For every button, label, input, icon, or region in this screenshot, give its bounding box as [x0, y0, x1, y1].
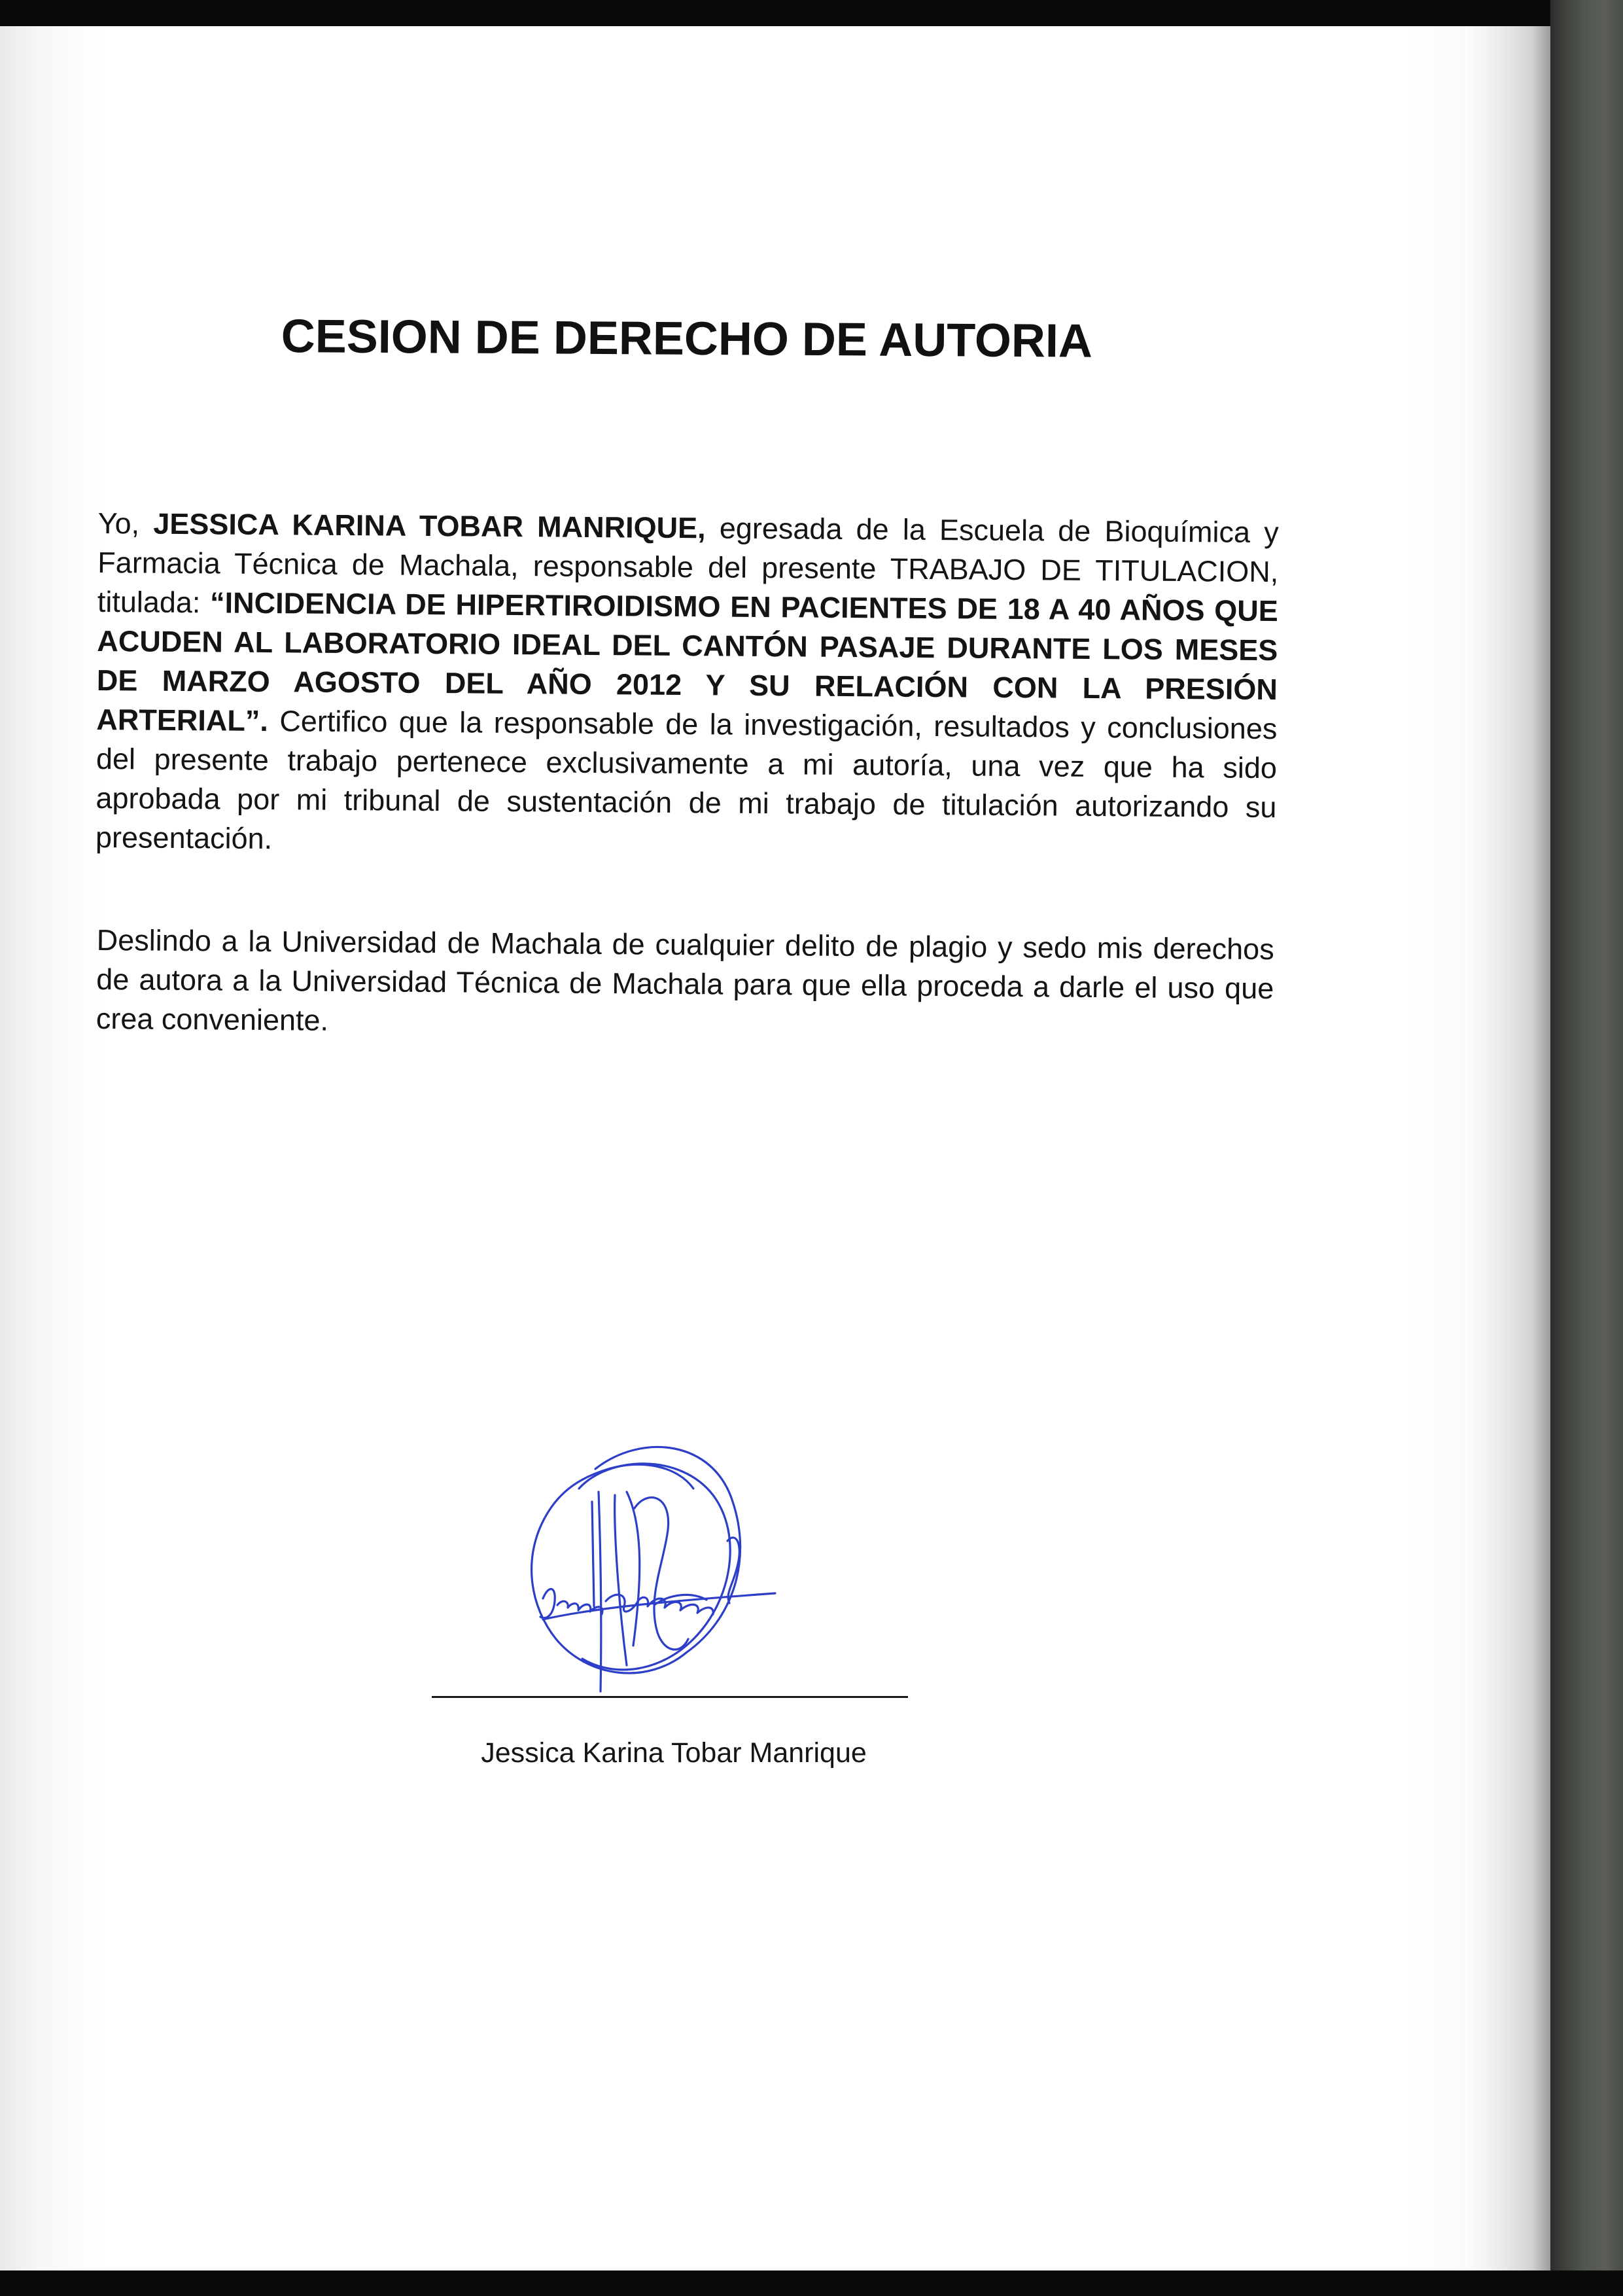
intro-text: Yo, [97, 506, 154, 540]
school-text: egresada de la Escuela de Bioquímica y Farmacia Técnica de Machala, responsable del presente TRABAJO DE TITULACION, titulada: [97, 511, 1279, 620]
author-name-bold: JESSICA KARINA TOBAR MANRIQUE, [153, 506, 706, 545]
rights-transfer-paragraph: Deslindo a la Universidad de Machala de cualquier delito de plagio y sedo mis derechos de autora a la Universidad Técnica de Machala para que ella proceda a darle el uso que crea conveniente. [96, 923, 1274, 1037]
signer-name: Jessica Karina Tobar Manrique [481, 1737, 867, 1769]
thesis-title: “INCIDENCIA DE HIPERTIROIDISMO EN PACIENTES DE 18 A 40 AÑOS QUE ACUDEN AL LABORATORIO IDEAL DEL CANTÓN PASAJE DURANTE LOS MESES DE MARZO AGOSTO DEL AÑO 2012 Y SU RELACIÓN CON LA PRESIÓN ARTERIAL”. [96, 586, 1278, 738]
certification-text: Certifico que la responsable de la investigación, resultados y conclusiones del presente trabajo pertenece exclusivamente a mi autoría, una vez que ha sido aprobada por mi tribunal de sustentación de mi trabajo de titulación autorizando su presentación. [95, 704, 1278, 856]
handwritten-signature [517, 1430, 805, 1731]
signature-strokes [532, 1447, 775, 1691]
scan-top-border [0, 0, 1623, 26]
document-title: CESION DE DERECHO DE AUTORIA [281, 310, 1093, 368]
book-cover-edge [1550, 0, 1623, 2296]
declaration-paragraph [96, 504, 1279, 866]
page-stack-edge [1459, 26, 1550, 2270]
signature-line [432, 1696, 908, 1698]
scan-bottom-border [0, 2270, 1623, 2296]
